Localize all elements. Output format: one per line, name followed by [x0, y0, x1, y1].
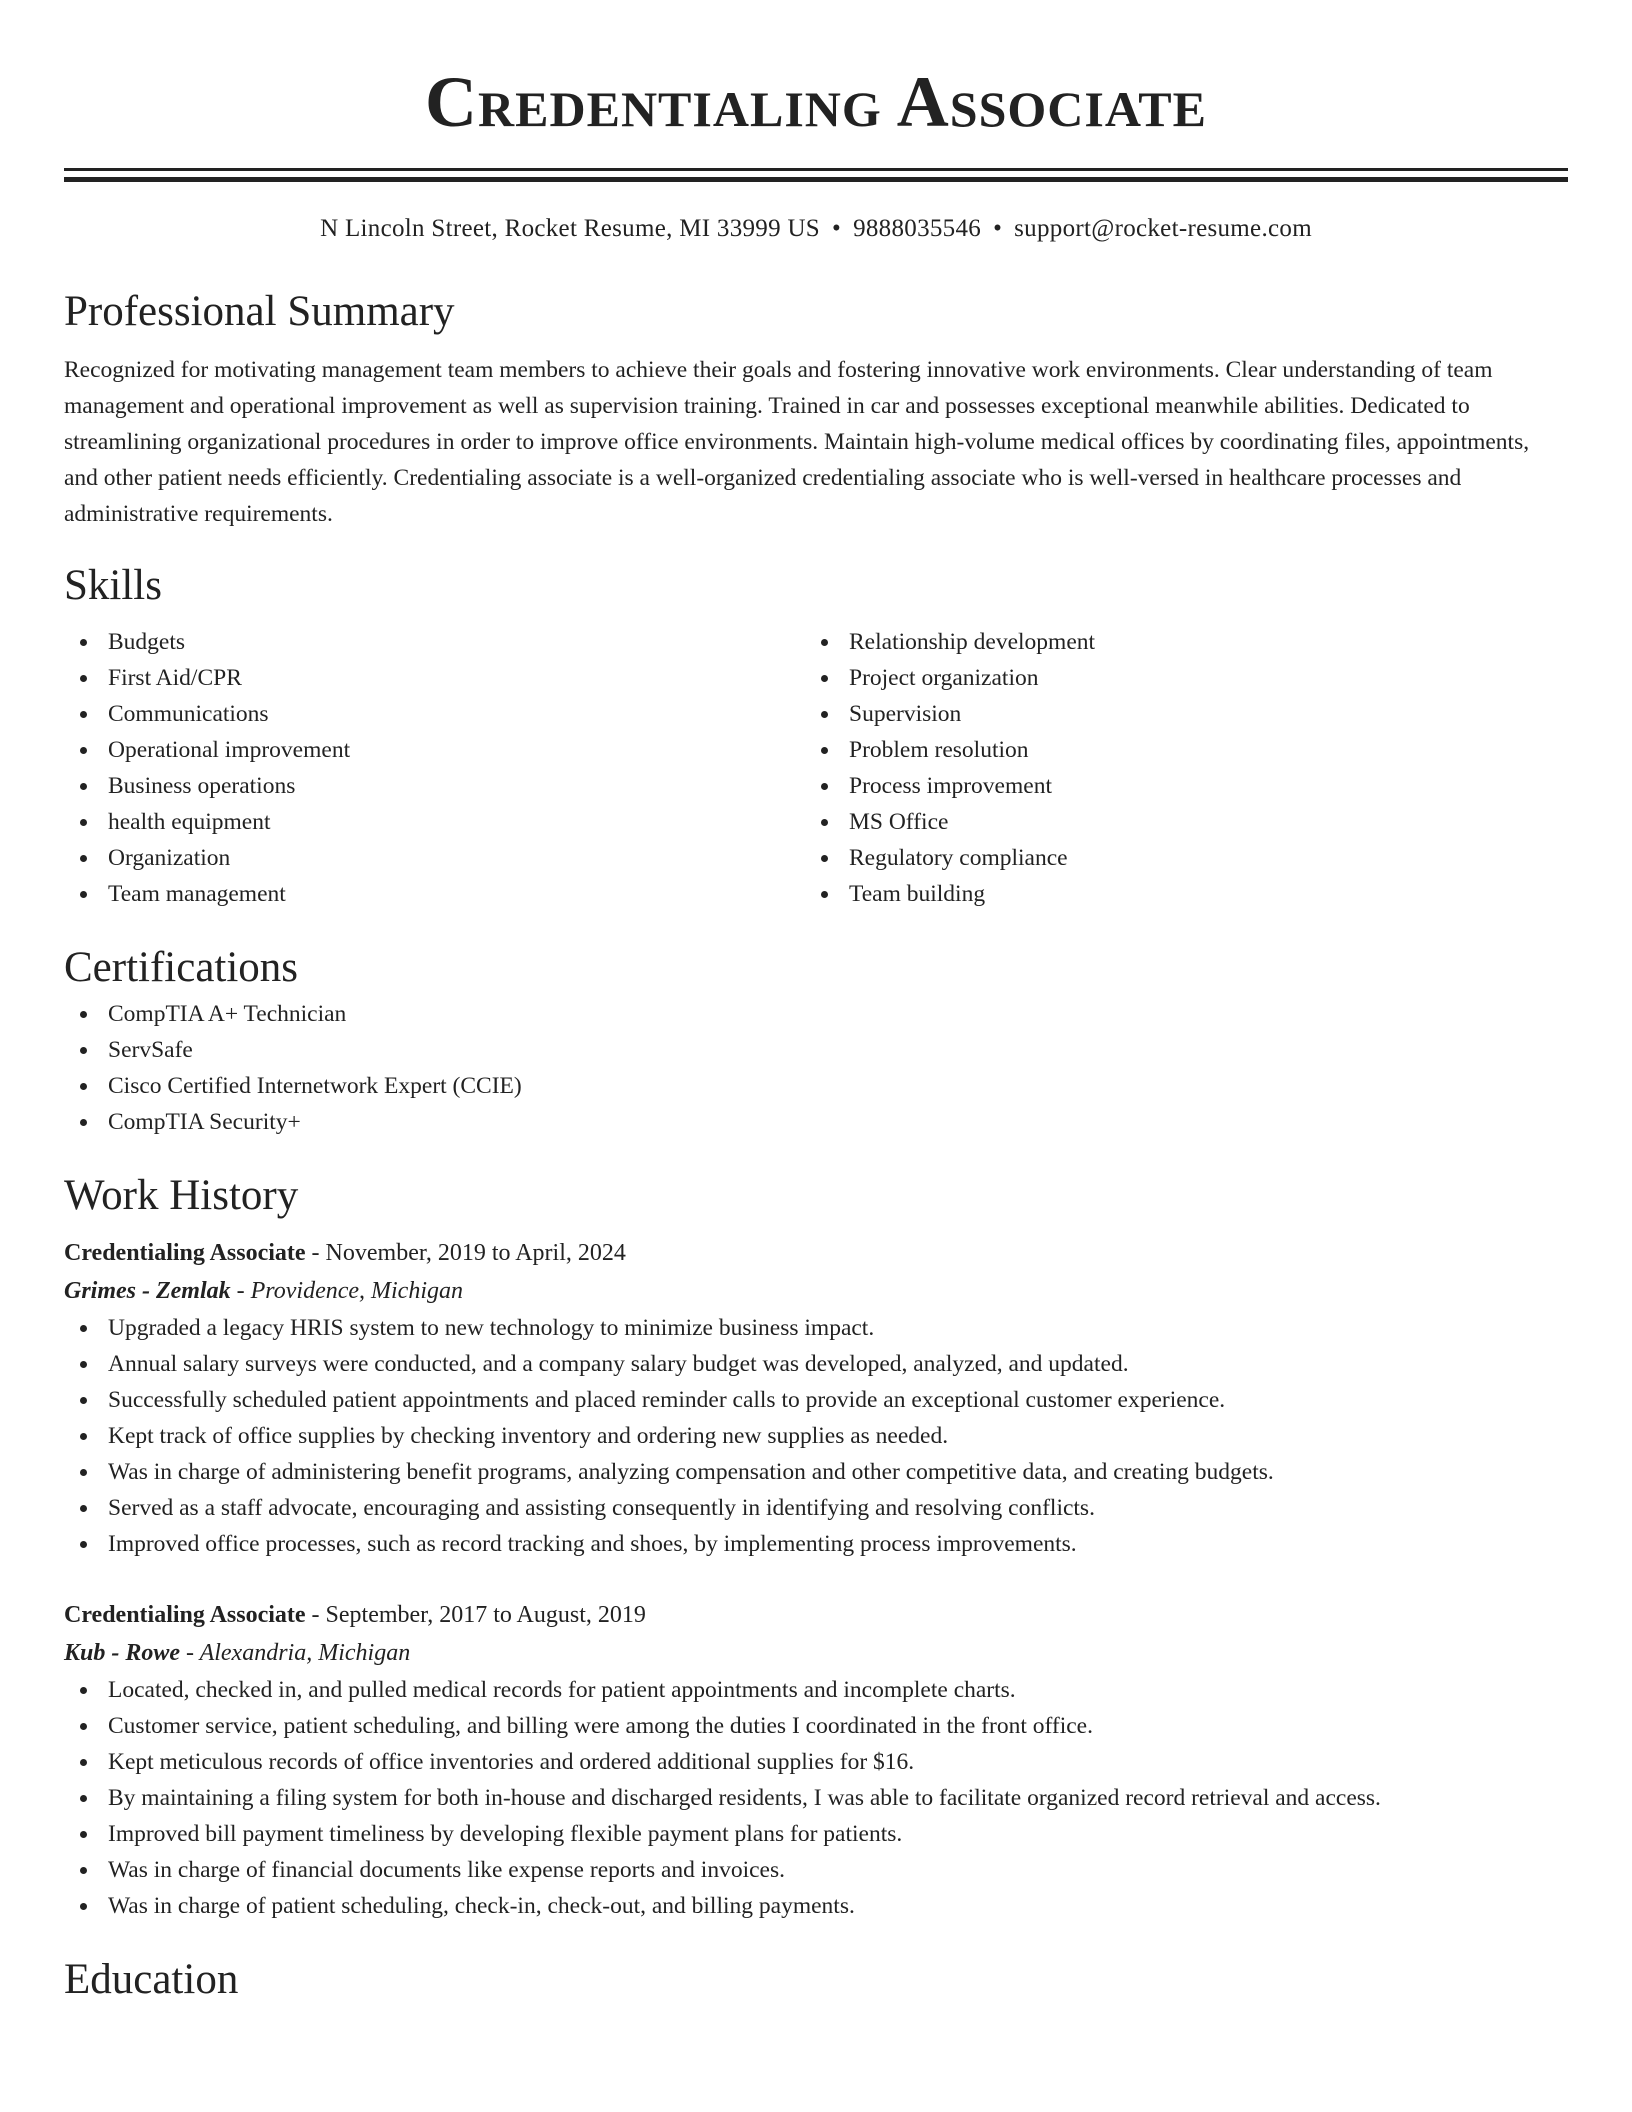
skill-item: Communications [64, 696, 805, 732]
skill-item: Budgets [64, 624, 805, 660]
skill-item: Team building [805, 876, 1546, 912]
job-company: Kub - Rowe [64, 1640, 181, 1666]
skills-column-left [64, 624, 805, 912]
job-title-line [64, 1234, 1568, 1272]
skill-item: Operational improvement [64, 732, 805, 768]
job-dates: - November, 2019 to April, 2024 [305, 1240, 626, 1266]
resume-title: Credentialing Associate [425, 62, 1207, 142]
job-title: Credentialing Associate [64, 1240, 306, 1266]
certification-item: CompTIA A+ Technician [64, 996, 1568, 1032]
job-location: - Providence, Michigan [230, 1278, 463, 1304]
summary-text: Recognized for motivating management team members to achieve their goals and fostering innovative work environments. Clear understanding of team management and operational improvement as well as supervision training. Trained in car and possesses exceptional meanwhile abilities. Dedicated to streamlining organizational procedures in order to improve office environments. Maintain high-volume medical offices by coordinating files, appointments, and other patient needs efficiently. Credentialing associate is a well-organized credentialing associate who is well-versed in healthcare processes and administrative requirements. [64, 357, 1530, 527]
certifications-heading: Certifications [64, 944, 299, 991]
job-entry [64, 1596, 1568, 1924]
job-bullets [64, 1672, 1568, 1924]
skill-item: Supervision [805, 696, 1546, 732]
certifications-list [64, 996, 1568, 1140]
job-bullet: Was in charge of patient scheduling, check-in, check-out, and billing payments. [64, 1888, 1568, 1924]
skill-item: Process improvement [805, 768, 1546, 804]
contact-address: N Lincoln Street, Rocket Resume, MI 33999 US [320, 215, 821, 242]
skills-grid [64, 624, 1568, 912]
skill-item: Team management [64, 876, 805, 912]
skills-column-right [805, 624, 1546, 912]
job-company: Grimes - Zemlak [64, 1278, 231, 1304]
skill-item: First Aid/CPR [64, 660, 805, 696]
skills-heading: Skills [64, 562, 162, 609]
job-bullet: Served as a staff advocate, encouraging and assisting consequently in identifying and resolving conflicts. [64, 1490, 1568, 1526]
skill-item: Business operations [64, 768, 805, 804]
job-company-line [64, 1272, 1568, 1310]
title-divider-top [64, 168, 1568, 171]
skill-item: Problem resolution [805, 732, 1546, 768]
work-history-heading: Work History [64, 1172, 299, 1219]
job-entry [64, 1234, 1568, 1562]
contact-line [64, 212, 1568, 246]
job-dates: - September, 2017 to August, 2019 [305, 1602, 646, 1628]
certification-item: ServSafe [64, 1032, 1568, 1068]
skill-item: health equipment [64, 804, 805, 840]
job-company-line [64, 1634, 1568, 1672]
title-divider-bottom [64, 177, 1568, 182]
skill-item: MS Office [805, 804, 1546, 840]
job-bullet: Improved office processes, such as record tracking and shoes, by implementing process improvements. [64, 1526, 1568, 1562]
job-bullet: Improved bill payment timeliness by developing flexible payment plans for patients. [64, 1816, 1568, 1852]
job-title: Credentialing Associate [64, 1602, 306, 1628]
job-bullet: Located, checked in, and pulled medical records for patient appointments and incomplete charts. [64, 1672, 1568, 1708]
job-bullet: Was in charge of financial documents like expense reports and invoices. [64, 1852, 1568, 1888]
education-heading: Education [64, 1956, 239, 2003]
contact-separator: • [832, 215, 842, 242]
summary-heading: Professional Summary [64, 288, 455, 335]
skill-item: Project organization [805, 660, 1546, 696]
skill-item: Relationship development [805, 624, 1546, 660]
skill-item: Regulatory compliance [805, 840, 1546, 876]
contact-separator: • [993, 215, 1003, 242]
job-bullet: Kept meticulous records of office inventories and ordered additional supplies for $16. [64, 1744, 1568, 1780]
contact-phone: 9888035546 [853, 215, 982, 242]
job-bullets [64, 1310, 1568, 1562]
job-bullet: Upgraded a legacy HRIS system to new technology to minimize business impact. [64, 1310, 1568, 1346]
contact-email: support@rocket-resume.com [1014, 215, 1312, 242]
job-bullet: Was in charge of administering benefit programs, analyzing compensation and other competitive data, and creating budgets. [64, 1454, 1568, 1490]
job-bullet: By maintaining a filing system for both in-house and discharged residents, I was able to facilitate organized record retrieval and access. [64, 1780, 1568, 1816]
job-bullet: Customer service, patient scheduling, and billing were among the duties I coordinated in the front office. [64, 1708, 1568, 1744]
skill-item: Organization [64, 840, 805, 876]
job-bullet: Annual salary surveys were conducted, and a company salary budget was developed, analyzed, and updated. [64, 1346, 1568, 1382]
job-bullet: Kept track of office supplies by checking inventory and ordering new supplies as needed. [64, 1418, 1568, 1454]
job-location: - Alexandria, Michigan [180, 1640, 411, 1666]
job-title-line [64, 1596, 1568, 1634]
job-bullet: Successfully scheduled patient appointments and placed reminder calls to provide an exceptional customer experience. [64, 1382, 1568, 1418]
certification-item: CompTIA Security+ [64, 1104, 1568, 1140]
certification-item: Cisco Certified Internetwork Expert (CCIE) [64, 1068, 1568, 1104]
